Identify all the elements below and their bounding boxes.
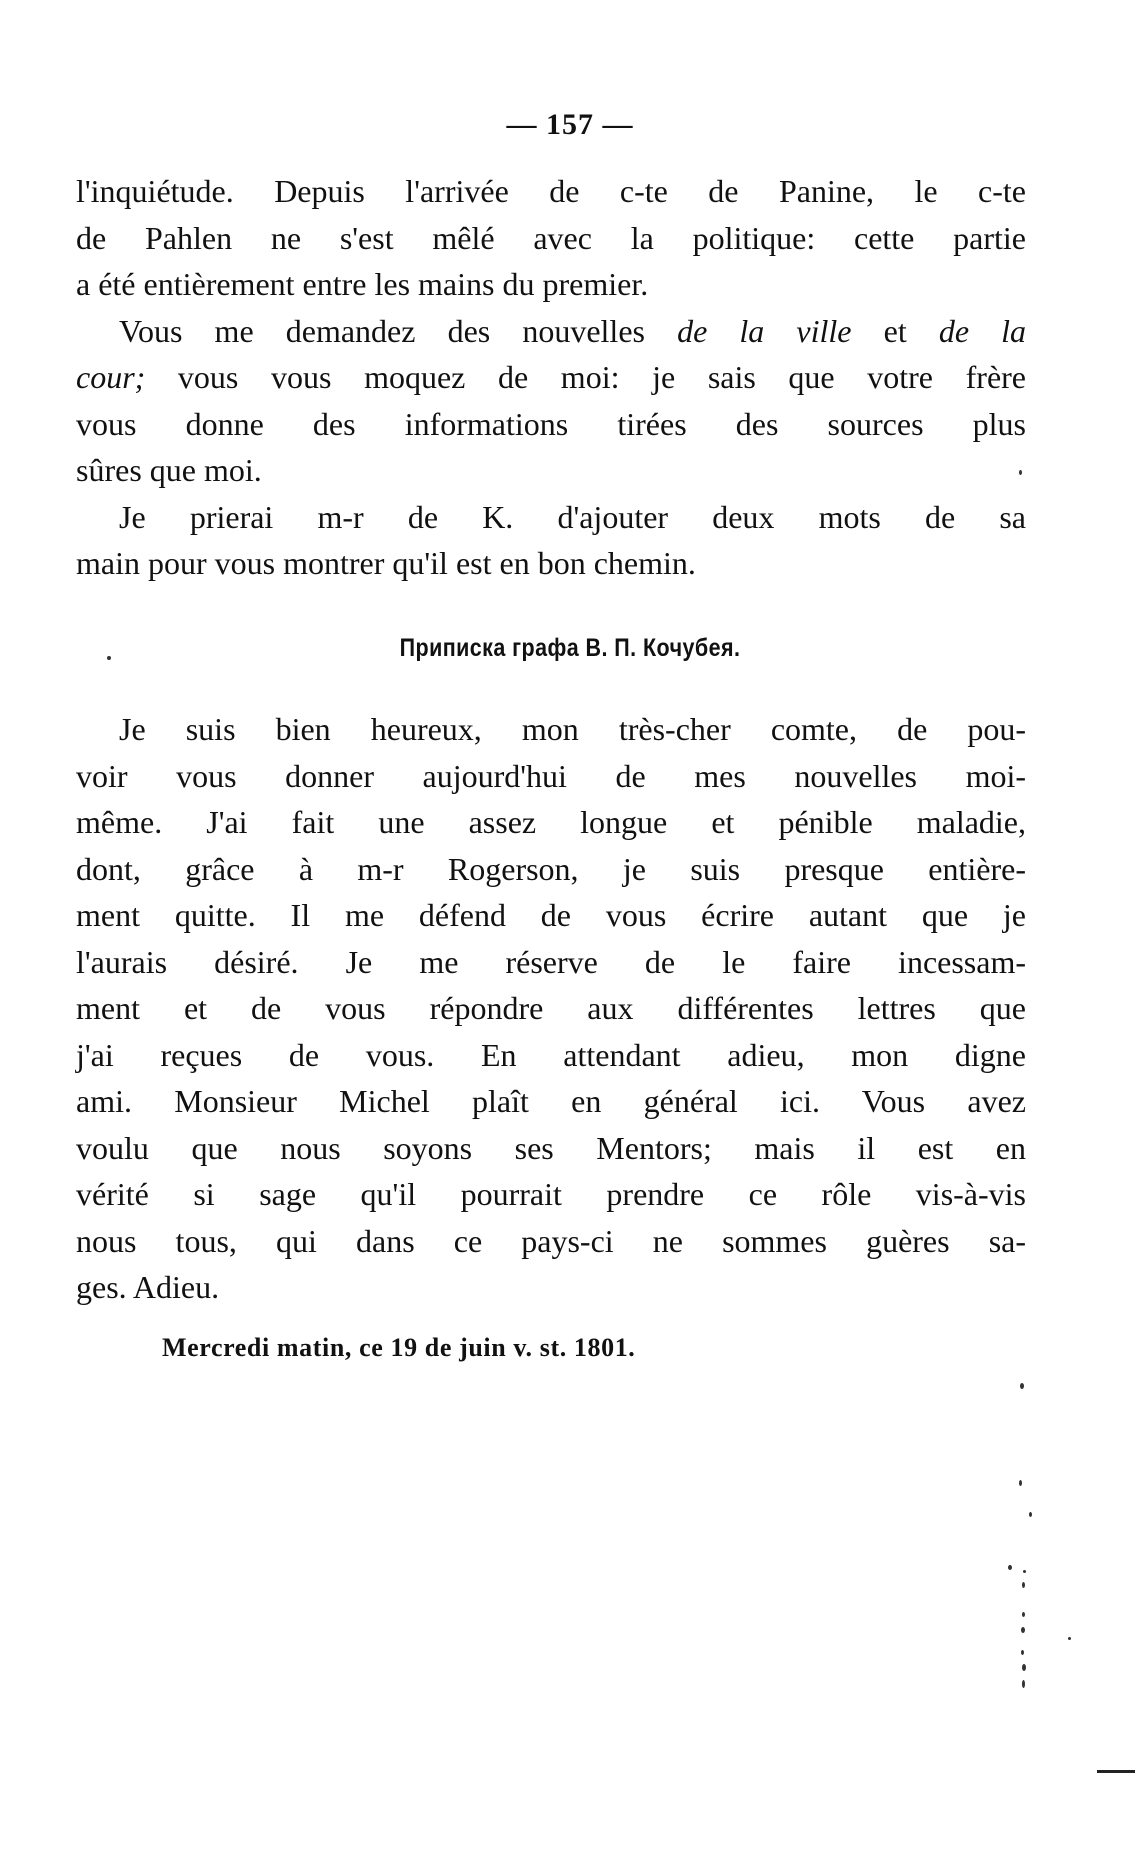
text-line: voir vous donner aujourd'hui de mes nouvelles moi- [76, 757, 1026, 794]
scan-speck [1022, 1582, 1025, 1588]
scan-speck [1022, 1680, 1025, 1688]
scan-speck [1029, 1512, 1032, 1517]
scan-speck [1021, 1650, 1024, 1655]
text-line: Je prierai m-r de K. d'ajouter deux mots de sa [119, 498, 1026, 535]
text-line: vérité si sage qu'il pourrait prendre ce rôle vis-à-vis [76, 1176, 1026, 1212]
page-number: — 157 — [506, 108, 634, 141]
text-line: de Pahlen ne s'est mêlé avec la politique: cette partie [76, 219, 1026, 256]
text-line: dont, grâce à m-r Rogerson, je suis presque entière- [76, 850, 1026, 887]
letter-body [76, 168, 1026, 587]
scan-speck [1021, 1627, 1025, 1633]
text-line: vous donne des informations tirées des sources plus [76, 405, 1026, 442]
text-run: vous vous moquez de moi: je sais que votre frère [145, 359, 1026, 395]
text-line: j'ai reçues de vous. En attendant adieu, mon digne [76, 1036, 1026, 1073]
text-line [76, 308, 1026, 355]
text-line [76, 354, 1026, 401]
scan-speck [1008, 1565, 1012, 1570]
scan-speck [1019, 1480, 1022, 1486]
text-line: même. J'ai fait une assez longue et pénible maladie, [76, 804, 1026, 840]
scan-speck [1019, 470, 1022, 475]
letter-dateline: Mercredi matin, ce 19 de juin v. st. 1801. [162, 1333, 636, 1362]
text-line: l'inquiétude. Depuis l'arrivée de c-te de Panine, le c-te [76, 173, 1026, 209]
scan-speck [1022, 1612, 1025, 1617]
text-line: ges. Adieu. [76, 1269, 220, 1305]
text-line: l'aurais désiré. Je me réserve de le faire incessam- [76, 943, 1026, 980]
text-line: sûres que moi. [76, 452, 262, 488]
text-line: Je suis bien heureux, mon très-cher comte, de pou- [119, 711, 1026, 747]
italic-phrase: cour; [76, 359, 146, 395]
scan-speck [1022, 1664, 1026, 1671]
scan-speck [1023, 1570, 1026, 1573]
text-line: nous tous, qui dans ce pays-ci ne sommes guères sa- [76, 1222, 1026, 1259]
italic-phrase: de la [938, 312, 1027, 349]
text-line: voulu que nous soyons ses Mentors; mais il est en [76, 1129, 1026, 1166]
text-run: et [851, 312, 939, 349]
text-line: a été entièrement entre les mains du premier. [76, 266, 649, 302]
postscript-heading: Приписка графа В. П. Кочубея. [399, 634, 741, 662]
text-line: ami. Monsieur Michel plaît en général ici. Vous avez [76, 1083, 1026, 1119]
italic-phrase: de la ville [677, 312, 852, 349]
scan-speck [107, 656, 111, 660]
text-line: main pour vous montrer qu'il est en bon chemin. [76, 545, 696, 581]
text-run: Vous me demandez des nouvelles [119, 312, 678, 349]
postscript-body [76, 706, 1026, 1311]
text-line: ment quitte. Il me défend de vous écrire autant que je [76, 897, 1026, 933]
edge-rule [1097, 1770, 1135, 1773]
scan-speck [1020, 1383, 1024, 1389]
scan-speck [1068, 1637, 1071, 1640]
text-line: ment et de vous répondre aux différentes lettres que [76, 990, 1026, 1026]
